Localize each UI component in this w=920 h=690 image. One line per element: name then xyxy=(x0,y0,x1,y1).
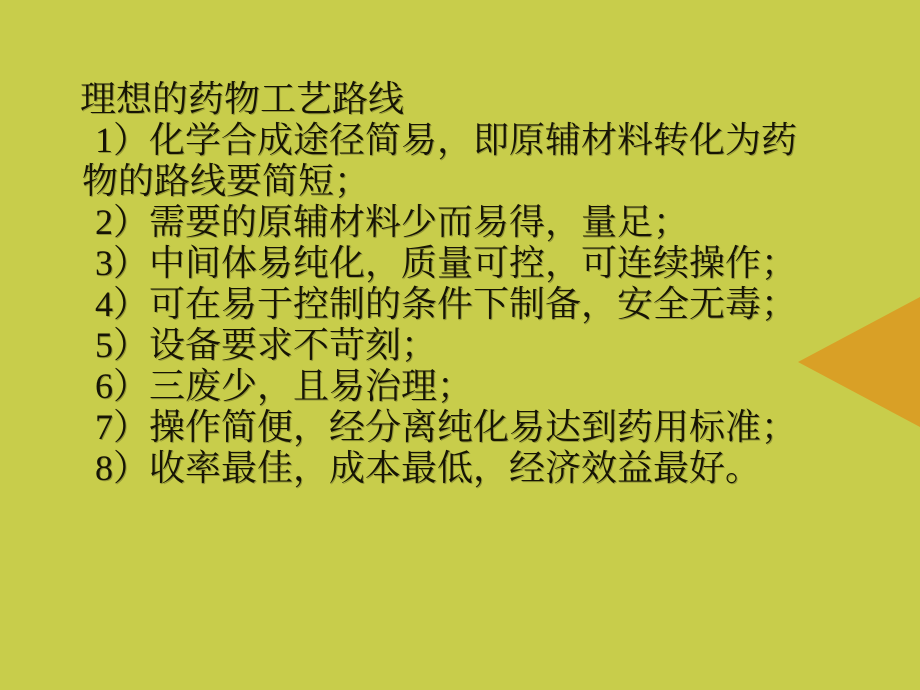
list-item-1: 1）化学合成途径简易，即原辅材料转化为药 xyxy=(95,120,798,160)
list-item-3: 3）中间体易纯化，质量可控，可连续操作； xyxy=(95,243,798,283)
list-item-4: 4）可在易于控制的条件下制备，安全无毒； xyxy=(95,284,798,324)
slide-text-block xyxy=(0,79,920,489)
list-item-7: 7）操作简便，经分离纯化易达到药用标准； xyxy=(95,407,798,447)
list-item-8: 8）收率最佳，成本最低，经济效益最好。 xyxy=(95,448,762,488)
list-item-2: 2）需要的原辅材料少而易得，量足； xyxy=(95,202,690,242)
list-item-5: 5）设备要求不苛刻； xyxy=(95,325,438,365)
slide-title: 理想的药物工艺路线 xyxy=(80,79,405,119)
list-item-1-continuation: 物的路线要简短； xyxy=(82,161,371,201)
list-item-6: 6）三废少，且易治理； xyxy=(95,366,474,406)
